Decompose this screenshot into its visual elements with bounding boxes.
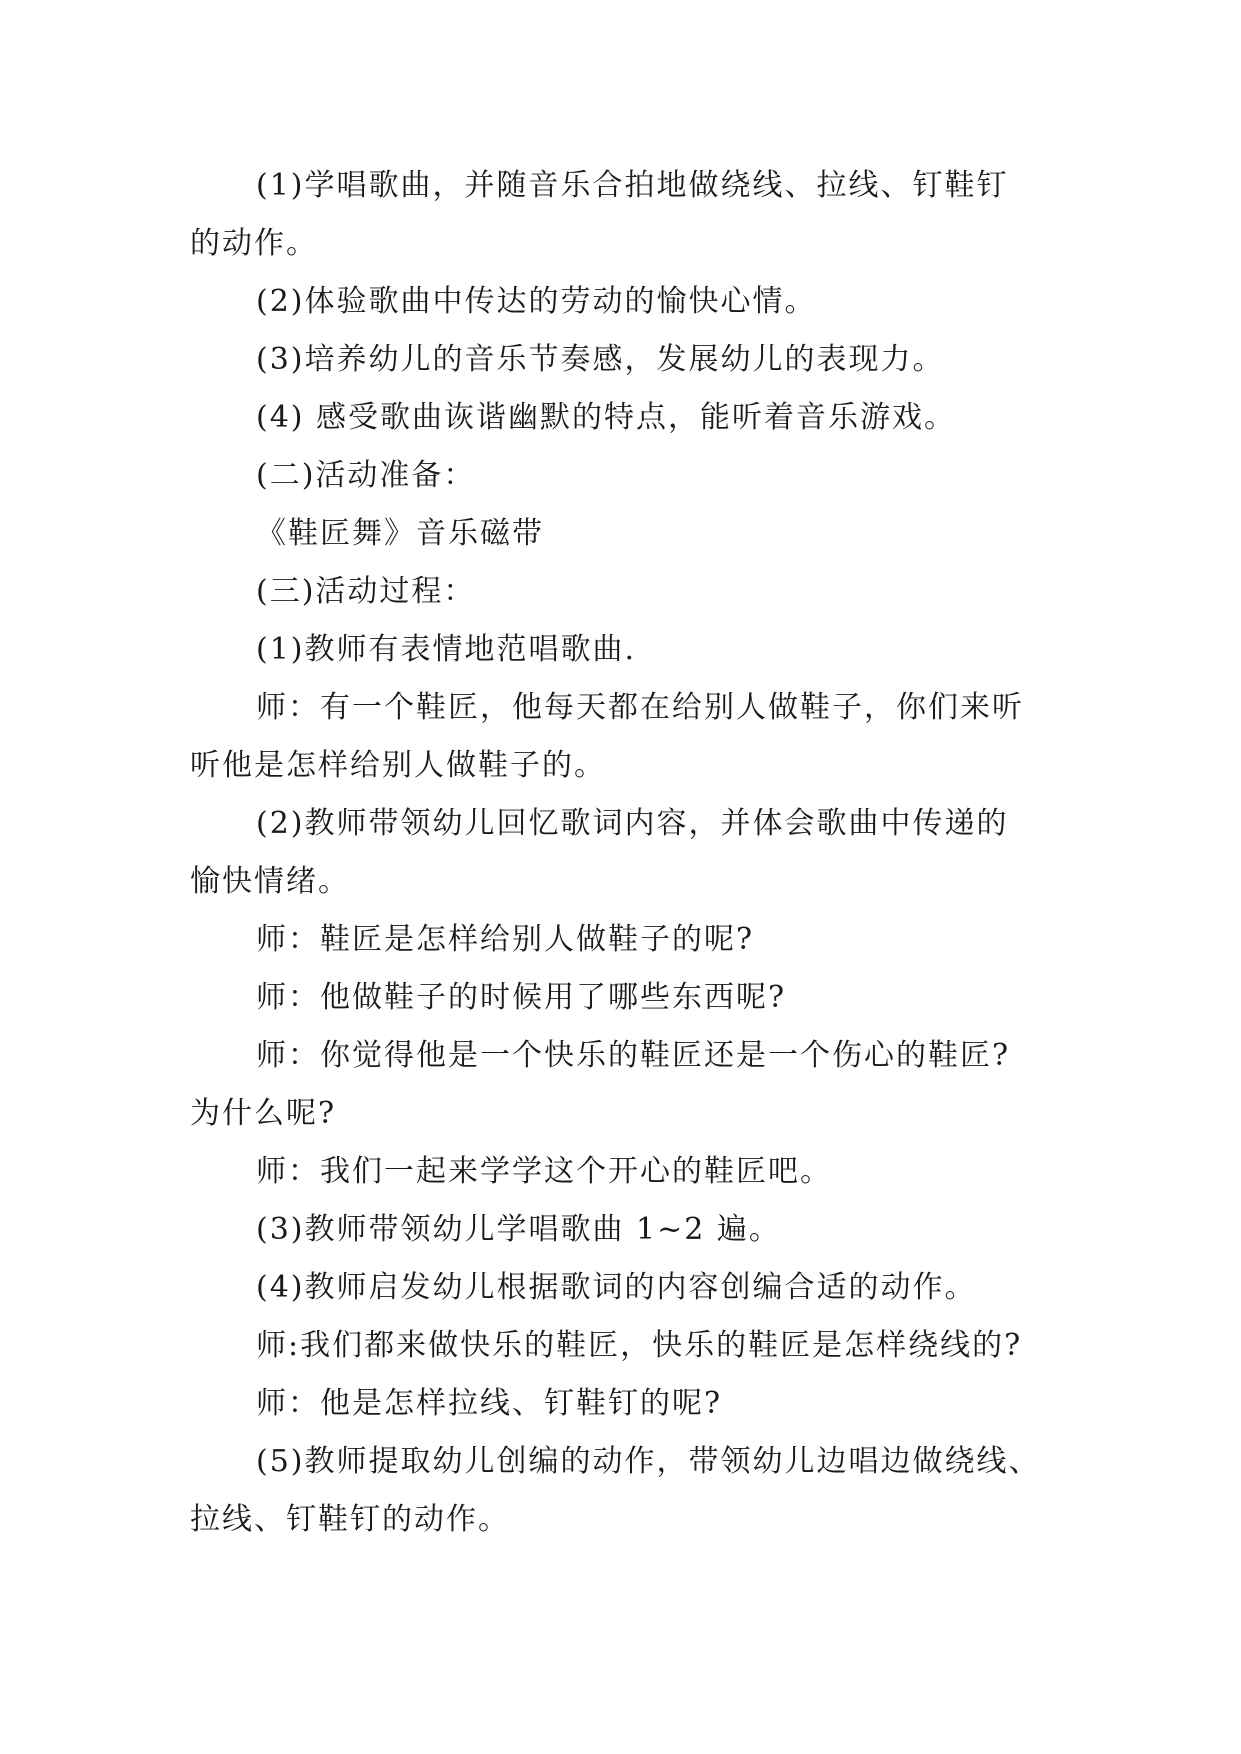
paragraph-materials [190,505,1070,563]
text-line: (3)教师带领幼儿学唱歌曲 1~2 遍。 [256,1212,781,1247]
paragraph-teacher-4 [190,1027,1070,1143]
paragraph-teacher-3 [190,969,1070,1027]
text-line: 愉快情绪。 [190,864,350,899]
text-line: 《鞋匠舞》音乐磁带 [256,516,544,551]
paragraph-teacher-6 [190,1317,1070,1375]
paragraph-teacher-7 [190,1375,1070,1433]
text-line: 师：有一个鞋匠，他每天都在给别人做鞋子，你们来听 [256,690,1024,725]
paragraph-1 [190,157,1070,273]
paragraph-teacher-2 [190,911,1070,969]
text-line: (2)体验歌曲中传达的劳动的愉快心情。 [256,284,817,319]
text-line: (2)教师带领幼儿回忆歌词内容，并体会歌曲中传递的 [256,806,1009,841]
text-line: 为什么呢? [190,1096,337,1131]
text-line: (5)教师提取幼儿创编的动作，带领幼儿边唱边做绕线、 [256,1444,1041,1479]
section-heading-preparation [190,447,1070,505]
paragraph-teacher-5 [190,1143,1070,1201]
paragraph-4 [190,389,1070,447]
paragraph-teacher-1 [190,679,1070,795]
text-line: 拉线、钉鞋钉的动作。 [190,1502,510,1537]
paragraph-step-3 [190,1201,1070,1259]
paragraph-step-5 [190,1433,1070,1549]
text-line: (1)学唱歌曲，并随音乐合拍地做绕线、拉线、钉鞋钉 [256,168,1009,203]
text-line: 师:我们都来做快乐的鞋匠，快乐的鞋匠是怎样绕线的? [256,1328,1023,1363]
text-line: 师：你觉得他是一个快乐的鞋匠还是一个伤心的鞋匠? [256,1038,1011,1073]
paragraph-3 [190,331,1070,389]
paragraph-2 [190,273,1070,331]
paragraph-step-2 [190,795,1070,911]
text-line: (3)培养幼儿的音乐节奏感，发展幼儿的表现力。 [256,342,945,377]
text-line: 师：鞋匠是怎样给别人做鞋子的呢? [256,922,755,957]
text-line: 听他是怎样给别人做鞋子的。 [190,748,606,783]
paragraph-step-4 [190,1259,1070,1317]
text-line: (三)活动过程： [256,574,476,609]
text-line: (二)活动准备： [256,458,476,493]
text-line: 师：我们一起来学学这个开心的鞋匠吧。 [256,1154,832,1189]
text-line: (4) 感受歌曲诙谐幽默的特点，能听着音乐游戏。 [256,400,957,435]
text-line: (1)教师有表情地范唱歌曲. [256,632,637,667]
paragraph-step-1 [190,621,1070,679]
text-line: 师：他做鞋子的时候用了哪些东西呢? [256,980,787,1015]
document-body [190,157,1070,1549]
section-heading-process [190,563,1070,621]
text-line: (4)教师启发幼儿根据歌词的内容创编合适的动作。 [256,1270,977,1305]
text-line: 的动作。 [190,226,318,261]
text-line: 师：他是怎样拉线、钉鞋钉的呢? [256,1386,723,1421]
